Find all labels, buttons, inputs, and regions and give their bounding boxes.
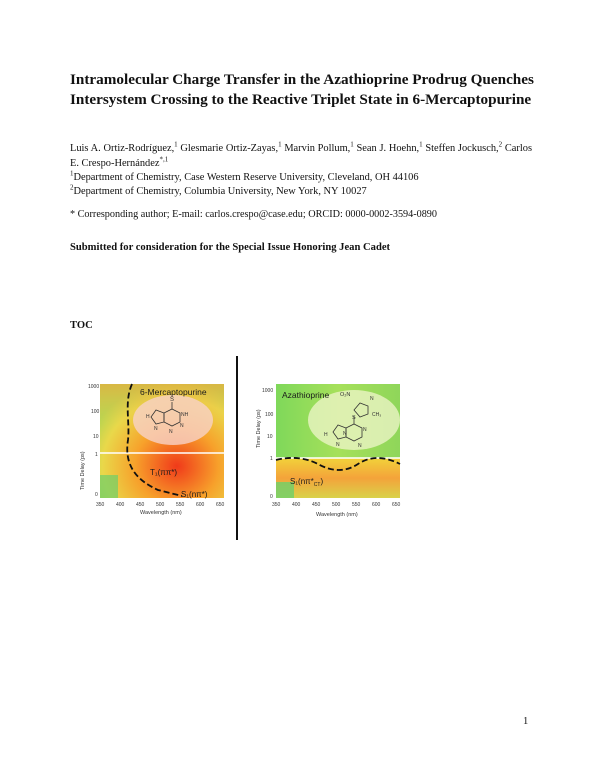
y-axis-title: Time Delay (ps) bbox=[256, 409, 262, 448]
y-tick-100: 100 bbox=[265, 412, 274, 418]
mol-atom-n3: N bbox=[336, 442, 340, 448]
affiliation-2: $^2$Department of Chemistry, Columbia University, New York, NY 10027 bbox=[70, 183, 367, 197]
x-tick-labels bbox=[96, 502, 225, 508]
y-tick-labels bbox=[262, 388, 274, 500]
mol-atom-n2: N bbox=[343, 431, 347, 437]
mol-atom-n1: N bbox=[180, 423, 184, 429]
mol-atom-ch3: CH₃ bbox=[372, 412, 382, 418]
mol-atom-n4: N bbox=[358, 443, 362, 449]
mol-atom-s: S bbox=[170, 397, 175, 403]
toc-heading: TOC bbox=[70, 320, 93, 331]
y-tick-1: 1 bbox=[270, 456, 273, 462]
toc-panel-right bbox=[254, 378, 404, 524]
x-axis-title: Wavelength (nm) bbox=[316, 512, 358, 518]
y-tick-0: 0 bbox=[270, 494, 273, 500]
panel-divider bbox=[236, 356, 238, 540]
y-tick-labels bbox=[88, 384, 100, 498]
x-tick-600: 600 bbox=[196, 502, 205, 508]
submission-note: Submitted for consideration for the Special Issue Honoring Jean Cadet bbox=[70, 242, 391, 253]
page-number: 1 bbox=[523, 716, 529, 727]
x-tick-550: 550 bbox=[352, 502, 361, 508]
mol-atom-s: S bbox=[352, 415, 356, 421]
mol-atom-n1: N bbox=[363, 427, 367, 433]
author-list bbox=[70, 141, 532, 171]
mol-atom-n-top: N bbox=[370, 396, 374, 402]
molecule-name-label: Azathioprine bbox=[282, 390, 330, 400]
lower-state-label: S₁(nπ*) bbox=[181, 490, 208, 499]
mol-atom-o2n: O₂N bbox=[340, 392, 351, 398]
x-tick-650: 650 bbox=[392, 502, 401, 508]
mol-atom-n3: N bbox=[154, 426, 158, 432]
x-tick-500: 500 bbox=[332, 502, 341, 508]
mol-atom-nh: NH bbox=[181, 412, 189, 418]
y-tick-10: 10 bbox=[267, 434, 273, 440]
x-tick-400: 400 bbox=[116, 502, 125, 508]
mol-atom-n2: N bbox=[169, 429, 173, 435]
lower-state-label: $S_1(n\pi*_{CT})$ bbox=[290, 477, 324, 488]
x-tick-550: 550 bbox=[176, 502, 185, 508]
author-6: Carlos E. Crespo-Hernández$^{*,1}$ bbox=[70, 143, 532, 169]
mol-atom-h: H bbox=[324, 432, 328, 438]
x-tick-500: 500 bbox=[156, 502, 165, 508]
y-tick-1: 1 bbox=[95, 452, 98, 458]
y-tick-10: 10 bbox=[93, 434, 99, 440]
mol-atom-h: H bbox=[146, 414, 150, 420]
y-tick-1000: 1000 bbox=[88, 384, 100, 390]
x-tick-600: 600 bbox=[372, 502, 381, 508]
y-axis-title: Time Delay (ps) bbox=[80, 451, 86, 490]
molecule-name-label: 6-Mercaptopurine bbox=[140, 387, 207, 397]
y-tick-1000: 1000 bbox=[262, 388, 274, 394]
y-tick-100: 100 bbox=[91, 409, 100, 415]
x-tick-450: 450 bbox=[312, 502, 321, 508]
author-1: Luis A. Ortiz-Rodríguez,$^1$ bbox=[70, 140, 178, 154]
toc-heatmap-right bbox=[254, 378, 404, 524]
x-tick-400: 400 bbox=[292, 502, 301, 508]
corresponding-author: * Corresponding author; E-mail: carlos.crespo@case.edu; ORCID: 0000-0002-3594-0890 bbox=[70, 209, 437, 220]
author-2: Glesmarie Ortiz-Zayas,$^1$ bbox=[177, 140, 282, 154]
x-tick-450: 450 bbox=[136, 502, 145, 508]
author-3: Marvin Pollum,$^1$ bbox=[281, 140, 354, 154]
paper-title: Intramolecular Charge Transfer in the Azathioprine Prodrug Quenches Intersystem Crossing to the Reactive Triplet State in 6-Mercaptopurine bbox=[70, 71, 534, 108]
x-tick-350: 350 bbox=[96, 502, 105, 508]
x-tick-labels bbox=[272, 502, 401, 508]
y-tick-0: 0 bbox=[95, 492, 98, 498]
author-4: Sean J. Hoehn,$^1$ bbox=[353, 140, 423, 154]
toc-panel-left bbox=[78, 380, 230, 520]
x-axis-title: Wavelength (nm) bbox=[140, 510, 182, 516]
affiliation-1: $^1$Department of Chemistry, Case Western Reserve University, Cleveland, OH 44106 bbox=[70, 169, 419, 183]
x-tick-650: 650 bbox=[216, 502, 225, 508]
toc-heatmap-left bbox=[78, 380, 230, 520]
author-5: Steffen Jockusch,$^2$ bbox=[422, 140, 503, 154]
upper-state-label: T₁(ππ*) bbox=[150, 468, 178, 477]
x-tick-350: 350 bbox=[272, 502, 281, 508]
